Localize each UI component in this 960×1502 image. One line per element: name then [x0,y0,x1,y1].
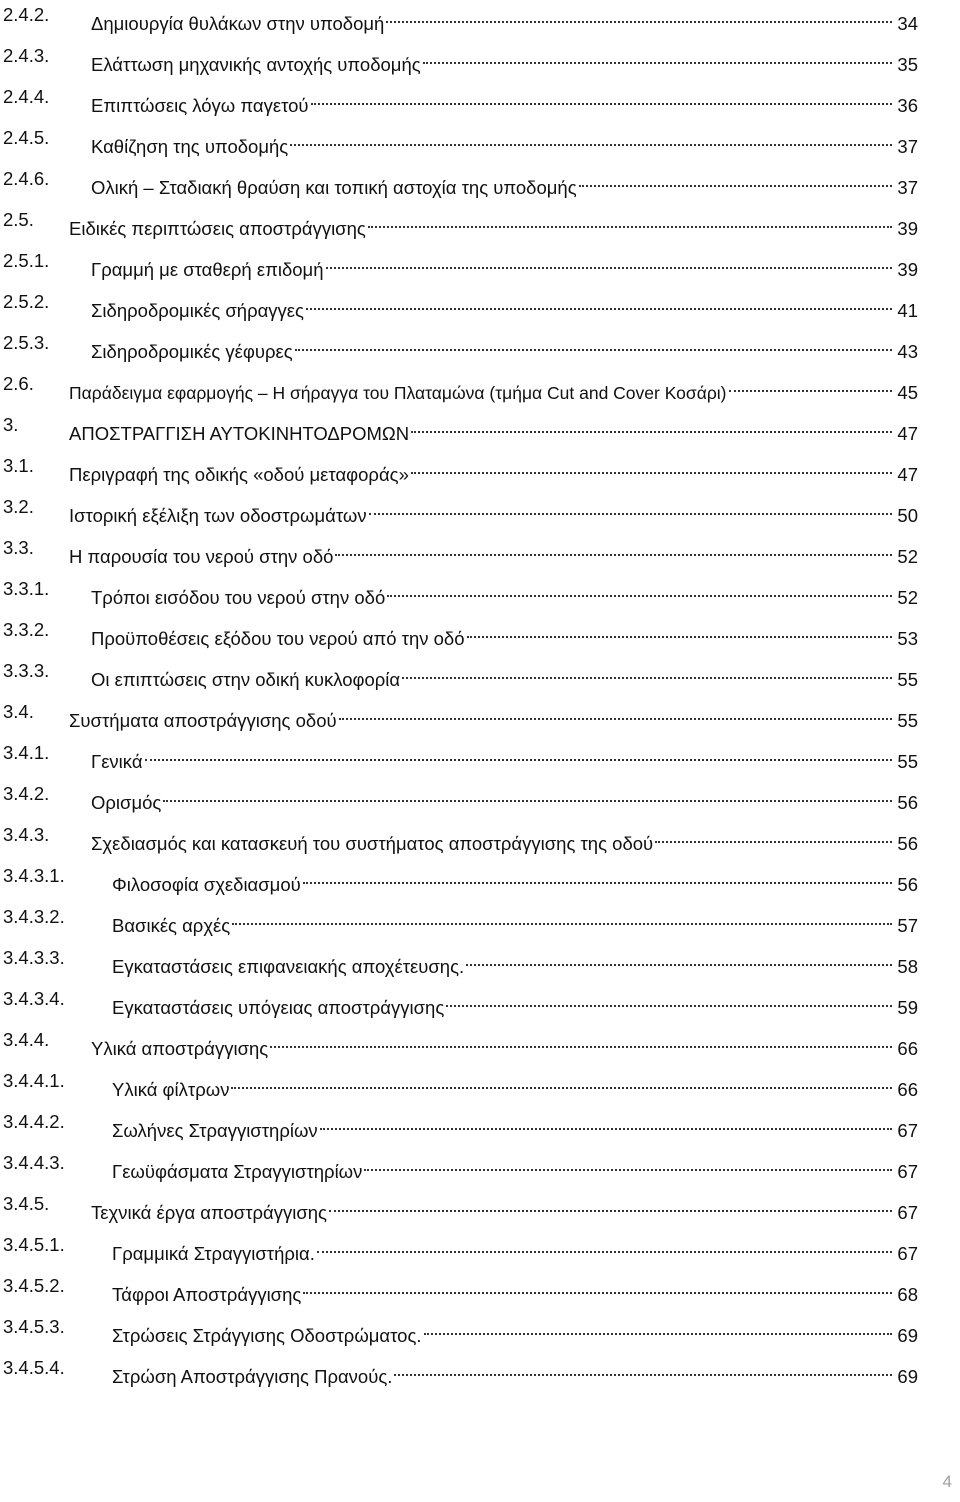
toc-entry-page: 55 [897,751,918,772]
toc-entry-number: 3.1. [3,455,34,476]
toc-entry-33[interactable] [0,1312,960,1346]
toc-entry-26[interactable] [0,1025,960,1059]
toc-entry-page: 56 [897,833,918,854]
toc-entry-9[interactable] [0,328,960,362]
toc-entry-title: ΑΠΟΣΤΡΑΓΓΙΣΗ ΑΥΤΟΚΙΝΗΤΟΔΡΟΜΩΝ [69,423,410,444]
toc-dot-leader [411,410,892,440]
toc-entry-30[interactable] [0,1189,960,1223]
toc-entry-24[interactable] [0,943,960,977]
toc-entry-29[interactable] [0,1148,960,1182]
toc-entry-number: 3.4.3.1. [3,865,65,886]
toc-entry-page: 41 [897,300,918,321]
toc-entry-page: 67 [897,1202,918,1223]
toc-entry-title: Υλικά αποστράγγισης [91,1038,269,1059]
toc-entry-number: 3.4.3. [3,824,50,845]
toc-entry-2[interactable] [0,41,960,75]
toc-dot-leader [402,656,892,686]
toc-dot-leader [424,1312,892,1342]
toc-entry-21[interactable] [0,820,960,854]
toc-entry-28[interactable] [0,1107,960,1141]
toc-dot-leader [339,697,892,727]
toc-dot-leader [411,451,892,481]
toc-entry-page: 37 [897,177,918,198]
toc-dot-leader [326,246,892,276]
toc-entry-page: 45 [897,382,918,403]
toc-entry-8[interactable] [0,287,960,321]
toc-dot-leader [368,205,892,235]
toc-entry-title: Παράδειγμα εφαρμογής – Η σήραγγα του Πλαταμώνα (τμήμα Cut and Cover Κοσάρι) [69,383,727,403]
toc-entry-title: Βασικές αρχές [112,915,231,936]
toc-entry-18[interactable] [0,697,960,731]
toc-entry-page: 34 [897,13,918,34]
toc-entry-title: Γενικά [91,751,143,772]
toc-entry-number: 2.4.4. [3,86,50,107]
toc-dot-leader [466,943,892,973]
toc-entry-title: Επιπτώσεις λόγω παγετού [91,95,309,116]
toc-entry-20[interactable] [0,779,960,813]
toc-dot-leader [306,287,892,317]
toc-entry-page: 67 [897,1161,918,1182]
toc-entry-page: 43 [897,341,918,362]
toc-entry-page: 52 [897,546,918,567]
toc-entry-12[interactable] [0,451,960,485]
toc-entry-page: 67 [897,1243,918,1264]
toc-entry-title: Γεωϋφάσματα Στραγγιστηρίων [112,1161,363,1182]
toc-entry-number: 3.3. [3,537,34,558]
toc-entry-number: 3.4.5.1. [3,1234,65,1255]
toc-entry-22[interactable] [0,861,960,895]
toc-dot-leader [364,1148,892,1178]
toc-entry-13[interactable] [0,492,960,526]
toc-entry-6[interactable] [0,205,960,239]
toc-entry-number: 3.4. [3,701,34,722]
toc-entry-7[interactable] [0,246,960,280]
toc-entry-title: Σιδηροδρομικές σήραγγες [91,300,304,321]
toc-entry-page: 35 [897,54,918,75]
toc-entry-31[interactable] [0,1230,960,1264]
toc-entry-title: Ειδικές περιπτώσεις αποστράγγισης [69,218,366,239]
toc-entry-page: 59 [897,997,918,1018]
toc-dot-leader [311,82,892,112]
toc-entry-page: 66 [897,1038,918,1059]
toc-entry-title: Στρώση Αποστράγγισης Πρανούς. [112,1366,393,1387]
toc-dot-leader [394,1353,892,1383]
toc-entry-page: 66 [897,1079,918,1100]
toc-dot-leader [270,1025,892,1055]
toc-dot-leader [317,1230,892,1260]
toc-entry-page: 53 [897,628,918,649]
toc-entry-number: 2.5.3. [3,332,50,353]
toc-entry-title: Εγκαταστάσεις επιφανειακής αποχέτευσης. [112,956,465,977]
toc-entry-title: Σχεδιασμός και κατασκευή του συστήματος αποστράγγισης της οδού [91,833,654,854]
toc-entry-number: 3.2. [3,496,34,517]
toc-entry-number: 2.4.3. [3,45,50,66]
toc-entry-25[interactable] [0,984,960,1018]
toc-entry-page: 69 [897,1325,918,1346]
toc-dot-leader [467,615,892,645]
toc-entry-title: Ιστορική εξέλιξη των οδοστρωμάτων [69,505,367,526]
toc-entry-number: 3.4.5.2. [3,1275,65,1296]
toc-entry-15[interactable] [0,574,960,608]
toc-entry-page: 67 [897,1120,918,1141]
toc-dot-leader [335,533,892,563]
page-number: 4 [942,1472,952,1491]
toc-entry-number: 3.4.3.3. [3,947,65,968]
toc-entry-27[interactable] [0,1066,960,1100]
toc-entry-page: 36 [897,95,918,116]
toc-dot-leader [290,123,892,153]
toc-entry-page: 52 [897,587,918,608]
toc-dot-leader [231,1066,892,1096]
toc-entry-number: 3.3.3. [3,660,50,681]
toc-entry-page: 50 [897,505,918,526]
toc-entry-19[interactable] [0,738,960,772]
toc-dot-leader [163,779,892,809]
toc-entry-title: Ελάττωση μηχανικής αντοχής υποδομής [91,54,421,75]
toc-entry-page: 56 [897,874,918,895]
toc-entry-number: 3.4.2. [3,783,50,804]
toc-entry-14[interactable] [0,533,960,567]
toc-entry-number: 3. [3,414,19,435]
toc-entry-title: Εγκαταστάσεις υπόγειας αποστράγγισης [112,997,445,1018]
toc-entry-page: 57 [897,915,918,936]
toc-entry-number: 3.4.5.3. [3,1316,65,1337]
toc-dot-leader [145,738,892,768]
toc-entry-title: Περιγραφή της οδικής «οδού μεταφοράς» [69,464,409,485]
toc-entry-11[interactable] [0,410,960,444]
toc-entry-number: 2.5.1. [3,250,50,271]
toc-dot-leader [295,328,892,358]
toc-entry-page: 68 [897,1284,918,1305]
toc-entry-page: 39 [897,259,918,280]
toc-entry-1[interactable] [0,0,960,34]
toc-entry-number: 3.4.3.2. [3,906,65,927]
toc-entry-page: 39 [897,218,918,239]
toc-entry-number: 3.4.4.1. [3,1070,65,1091]
toc-entry-title: Υλικά φίλτρων [112,1079,230,1100]
toc-dot-leader [655,820,892,850]
toc-entry-number: 3.3.1. [3,578,50,599]
toc-entry-5[interactable] [0,164,960,198]
toc-entry-title: Σιδηροδρομικές γέφυρες [91,341,293,362]
toc-entry-number: 2.4.5. [3,127,50,148]
toc-entry-title: Ολική – Σταδιακή θραύση και τοπική αστοχία της υποδομής [91,177,577,198]
toc-entry-page: 56 [897,792,918,813]
toc-entry-page: 58 [897,956,918,977]
toc-entry-number: 3.4.4. [3,1029,50,1050]
toc-dot-leader [329,1189,892,1219]
toc-entry-number: 3.4.3.4. [3,988,65,1009]
toc-dot-leader [369,492,892,522]
toc-entry-number: 3.4.5. [3,1193,50,1214]
toc-entry-page: 47 [897,423,918,444]
toc-entry-page: 47 [897,464,918,485]
toc-dot-leader [423,41,892,71]
toc-entry-10[interactable] [0,369,960,403]
toc-entry-number: 3.4.4.3. [3,1152,65,1173]
toc-dot-leader [446,984,892,1014]
toc-dot-leader [320,1107,892,1137]
toc-entry-title: Φιλοσοφία σχεδιασμού [112,874,301,895]
toc-entry-title: Στρώσεις Στράγγισης Οδοστρώματος. [112,1325,422,1346]
toc-entry-17[interactable] [0,656,960,690]
toc-dot-leader [386,0,892,30]
toc-entry-number: 3.4.5.4. [3,1357,65,1378]
toc-entry-title: Ορισμός [91,792,162,813]
toc-entry-title: Οι επιπτώσεις στην οδική κυκλοφορία [91,669,401,690]
toc-entry-23[interactable] [0,902,960,936]
toc-entry-title: Δημιουργία θυλάκων στην υποδομή [91,13,385,34]
toc-entry-number: 3.3.2. [3,619,50,640]
toc-dot-leader [303,861,892,891]
toc-dot-leader [579,164,892,194]
toc-entry-title: Τάφροι Αποστράγγισης [112,1284,302,1305]
toc-entry-title: Γραμμικά Στραγγιστήρια. [112,1243,315,1264]
toc-dot-leader [232,902,892,932]
toc-dot-leader [729,369,893,399]
toc-entry-title: Τεχνικά έργα αποστράγγισης [91,1202,327,1223]
toc-entry-title: Συστήματα αποστράγγισης οδού [69,710,337,731]
toc-entry-number: 3.4.1. [3,742,50,763]
toc-entry-title: Προϋποθέσεις εξόδου του νερού από την οδό [91,628,465,649]
toc-entry-number: 2.5.2. [3,291,50,312]
toc-entry-number: 2.4.6. [3,168,50,189]
toc-entry-3[interactable] [0,82,960,116]
toc-entry-title: Καθίζηση της υποδομής [91,136,289,157]
toc-entry-page: 69 [897,1366,918,1387]
toc-entry-16[interactable] [0,615,960,649]
toc-entry-number: 3.4.4.2. [3,1111,65,1132]
toc-entry-title: Η παρουσία του νερού στην οδό [69,546,334,567]
toc-entry-page: 37 [897,136,918,157]
toc-dot-leader [387,574,892,604]
toc-entry-title: Τρόποι εισόδου του νερού στην οδό [91,587,386,608]
toc-entry-34[interactable] [0,1353,960,1387]
toc-entry-page: 55 [897,669,918,690]
toc-entry-32[interactable] [0,1271,960,1305]
toc-dot-leader [303,1271,892,1301]
toc-entry-number: 2.6. [3,373,34,394]
toc-entry-title: Σωλήνες Στραγγιστηρίων [112,1120,318,1141]
toc-entry-4[interactable] [0,123,960,157]
toc-entry-title: Γραμμή με σταθερή επιδομή [91,259,324,280]
toc-entry-page: 55 [897,710,918,731]
toc-entry-number: 2.5. [3,209,34,230]
toc-entry-number: 2.4.2. [3,4,50,25]
